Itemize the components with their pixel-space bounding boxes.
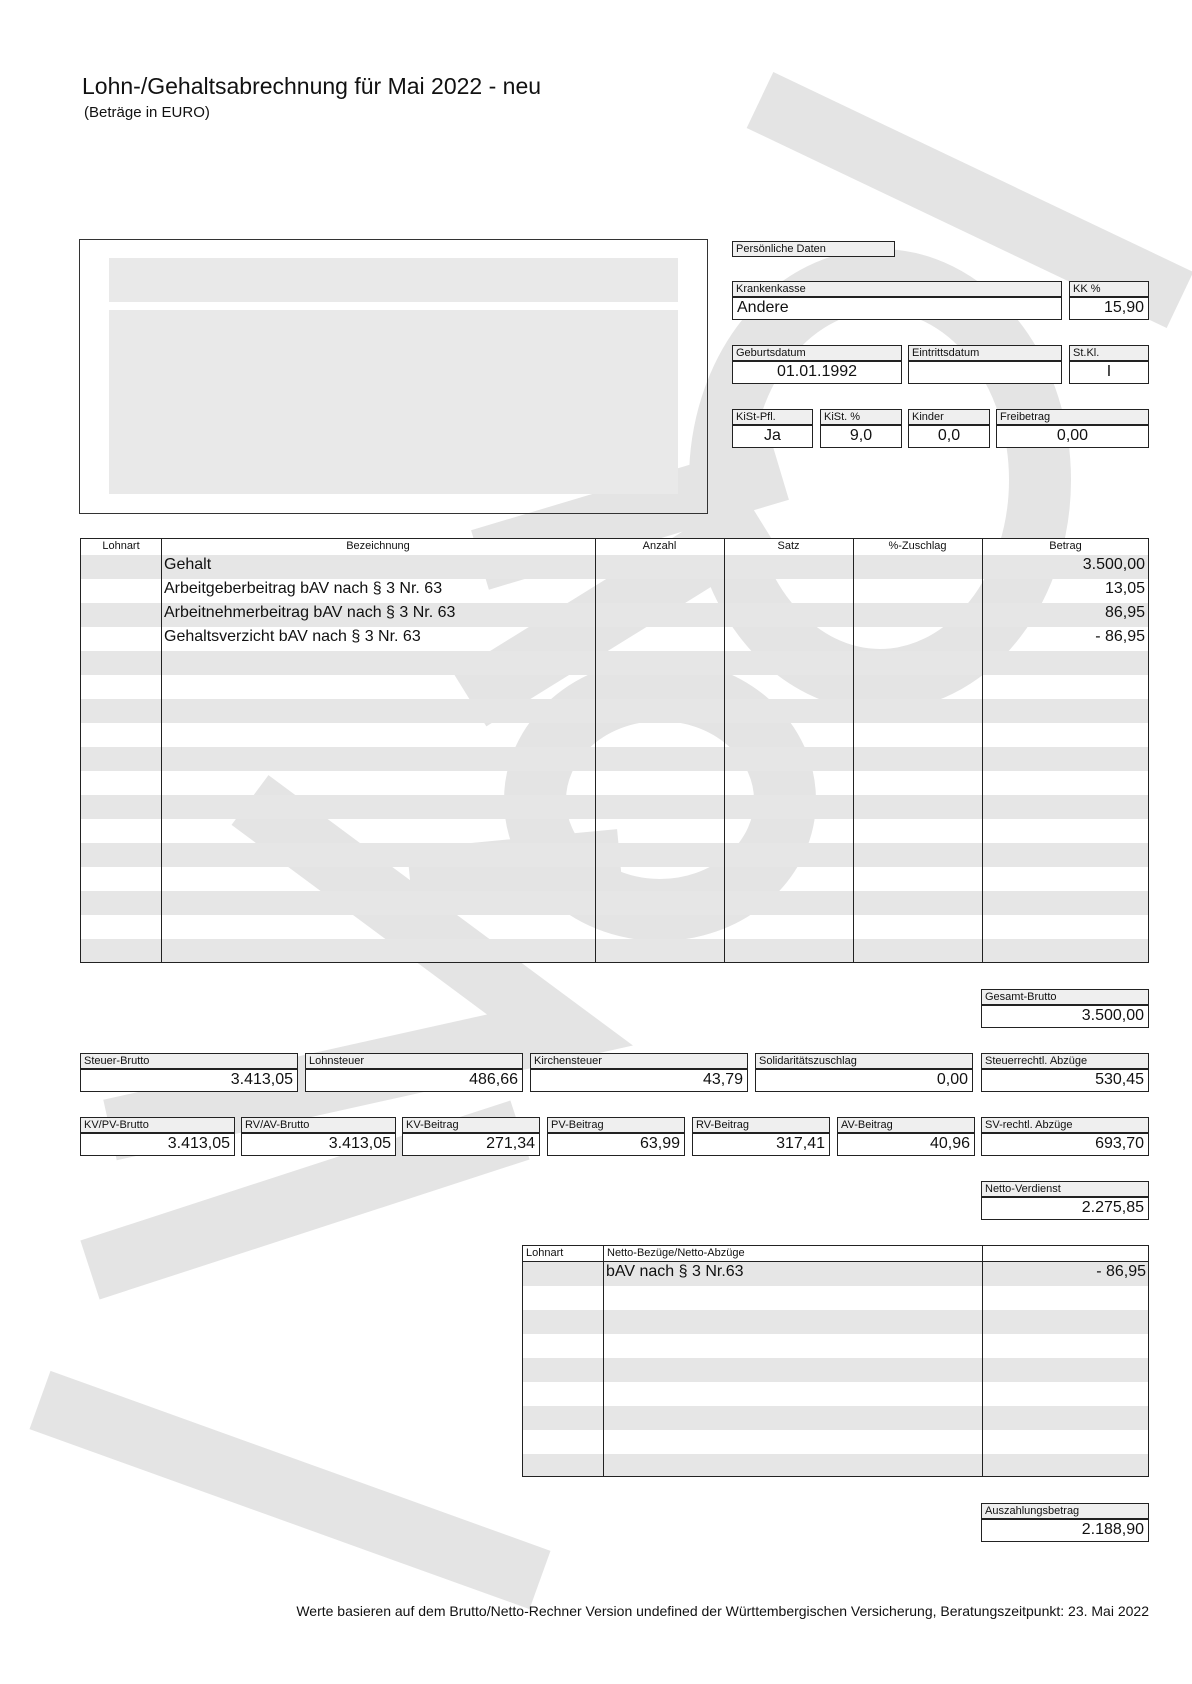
eintrittsdatum-value — [908, 361, 1062, 384]
net-row-amount: - 86,95 — [1096, 1263, 1146, 1280]
earnings-row-amount: 13,05 — [1104, 580, 1145, 597]
rv-beitrag-label: RV-Beitrag — [692, 1117, 830, 1133]
column-divider — [595, 539, 596, 962]
column-divider — [724, 539, 725, 962]
lohnsteuer-value: 486,66 — [305, 1069, 523, 1092]
steuerklasse-value: I — [1069, 361, 1149, 384]
row-stripe — [81, 747, 1148, 771]
row-stripe — [523, 1358, 1148, 1382]
col-header-betrag: Betrag — [1049, 540, 1082, 552]
net-row-label: bAV nach § 3 Nr.63 — [606, 1263, 744, 1280]
steuer-abzuege-label: Steuerrechtl. Abzüge — [981, 1053, 1149, 1069]
column-divider — [853, 539, 854, 962]
row-stripe — [81, 939, 1148, 962]
krankenkasse-label: Krankenkasse — [732, 281, 1062, 297]
netto-verdienst-label: Netto-Verdienst — [981, 1181, 1149, 1197]
row-stripe — [81, 891, 1148, 915]
netto-verdienst-value: 2.275,85 — [981, 1197, 1149, 1220]
col-header-satz: Satz — [777, 540, 800, 552]
earnings-row-label: Gehalt — [164, 556, 212, 573]
col-header-bezeichnung: Bezeichnung — [346, 540, 410, 552]
earnings-table — [80, 538, 1149, 963]
row-stripe — [81, 699, 1148, 723]
footer-note: Werte basieren auf dem Brutto/Netto-Rechner Version undefined der Württembergischen Versicherung, Beratungszeitpunkt: 23. Mai 2022 — [296, 1603, 1149, 1619]
earnings-row-amount: 3.500,00 — [1082, 556, 1145, 573]
col-header-netto: Netto-Bezüge/Netto-Abzüge — [607, 1247, 745, 1259]
pv-beitrag-value: 63,99 — [547, 1133, 685, 1156]
rv-beitrag-value: 317,41 — [692, 1133, 830, 1156]
page-title: Lohn-/Gehaltsabrechnung für Mai 2022 - neu — [82, 73, 542, 99]
av-beitrag-value: 40,96 — [837, 1133, 975, 1156]
column-divider — [982, 1246, 983, 1476]
kk-percent-value: 15,90 — [1069, 297, 1149, 320]
column-divider — [161, 539, 162, 962]
kist-percent-label: KiSt. % — [820, 409, 902, 425]
eintrittsdatum-label: Eintrittsdatum — [908, 345, 1062, 361]
steuer-abzuege-value: 530,45 — [981, 1069, 1149, 1092]
row-stripe — [81, 843, 1148, 867]
net-adjustments-table — [522, 1245, 1149, 1477]
col-header-lohnart: Lohnart — [526, 1247, 564, 1259]
column-divider — [982, 539, 983, 962]
page-subtitle: (Beträge in EURO) — [84, 104, 210, 121]
steuerklasse-label: St.Kl. — [1069, 345, 1149, 361]
address-block — [109, 310, 678, 494]
kv-beitrag-value: 271,34 — [402, 1133, 540, 1156]
earnings-row-label: Arbeitnehmerbeitrag bAV nach § 3 Nr. 63 — [164, 604, 456, 621]
row-stripe — [523, 1454, 1148, 1476]
steuer-brutto-value: 3.413,05 — [80, 1069, 298, 1092]
column-divider — [603, 1246, 604, 1476]
col-header-anzahl: Anzahl — [642, 540, 677, 552]
kv-beitrag-label: KV-Beitrag — [402, 1117, 540, 1133]
steuer-brutto-label: Steuer-Brutto — [80, 1053, 298, 1069]
auszahlung-label: Auszahlungsbetrag — [981, 1503, 1149, 1519]
address-window — [79, 239, 708, 514]
rvav-brutto-value: 3.413,05 — [241, 1133, 396, 1156]
lohnsteuer-label: Lohnsteuer — [305, 1053, 523, 1069]
geburtsdatum-label: Geburtsdatum — [732, 345, 902, 361]
row-stripe — [81, 651, 1148, 675]
soli-value: 0,00 — [755, 1069, 973, 1092]
kist-pflicht-value: Ja — [732, 425, 813, 448]
col-header-zuschlag: %-Zuschlag — [888, 540, 947, 552]
kinder-label: Kinder — [908, 409, 990, 425]
gesamt-brutto-label: Gesamt-Brutto — [981, 989, 1149, 1005]
earnings-row-amount: - 86,95 — [1095, 628, 1145, 645]
kist-percent-value: 9,0 — [820, 425, 902, 448]
pv-beitrag-label: PV-Beitrag — [547, 1117, 685, 1133]
freibetrag-value: 0,00 — [996, 425, 1149, 448]
sv-abzuege-label: SV-rechtl. Abzüge — [981, 1117, 1149, 1133]
kirchensteuer-label: Kirchensteuer — [530, 1053, 748, 1069]
av-beitrag-label: AV-Beitrag — [837, 1117, 975, 1133]
kinder-value: 0,0 — [908, 425, 990, 448]
address-line-top — [109, 258, 678, 302]
row-stripe — [81, 795, 1148, 819]
rvav-brutto-label: RV/AV-Brutto — [241, 1117, 396, 1133]
row-stripe — [523, 1406, 1148, 1430]
kvpv-brutto-value: 3.413,05 — [80, 1133, 235, 1156]
col-header-lohnart: Lohnart — [102, 540, 140, 552]
earnings-row-label: Arbeitgeberbeitrag bAV nach § 3 Nr. 63 — [164, 580, 443, 597]
earnings-row-label: Gehaltsverzicht bAV nach § 3 Nr. 63 — [164, 628, 421, 645]
row-stripe — [523, 1310, 1148, 1334]
kist-pflicht-label: KiSt-Pfl. — [732, 409, 813, 425]
kirchensteuer-value: 43,79 — [530, 1069, 748, 1092]
personal-data-label: Persönliche Daten — [732, 241, 895, 257]
kk-percent-label: KK % — [1069, 281, 1149, 297]
freibetrag-label: Freibetrag — [996, 409, 1149, 425]
kvpv-brutto-label: KV/PV-Brutto — [80, 1117, 235, 1133]
gesamt-brutto-value: 3.500,00 — [981, 1005, 1149, 1028]
auszahlung-value: 2.188,90 — [981, 1519, 1149, 1542]
geburtsdatum-value: 01.01.1992 — [732, 361, 902, 384]
soli-label: Solidaritätszuschlag — [755, 1053, 973, 1069]
sv-abzuege-value: 693,70 — [981, 1133, 1149, 1156]
earnings-row-amount: 86,95 — [1104, 604, 1145, 621]
krankenkasse-value: Andere — [732, 297, 1062, 320]
